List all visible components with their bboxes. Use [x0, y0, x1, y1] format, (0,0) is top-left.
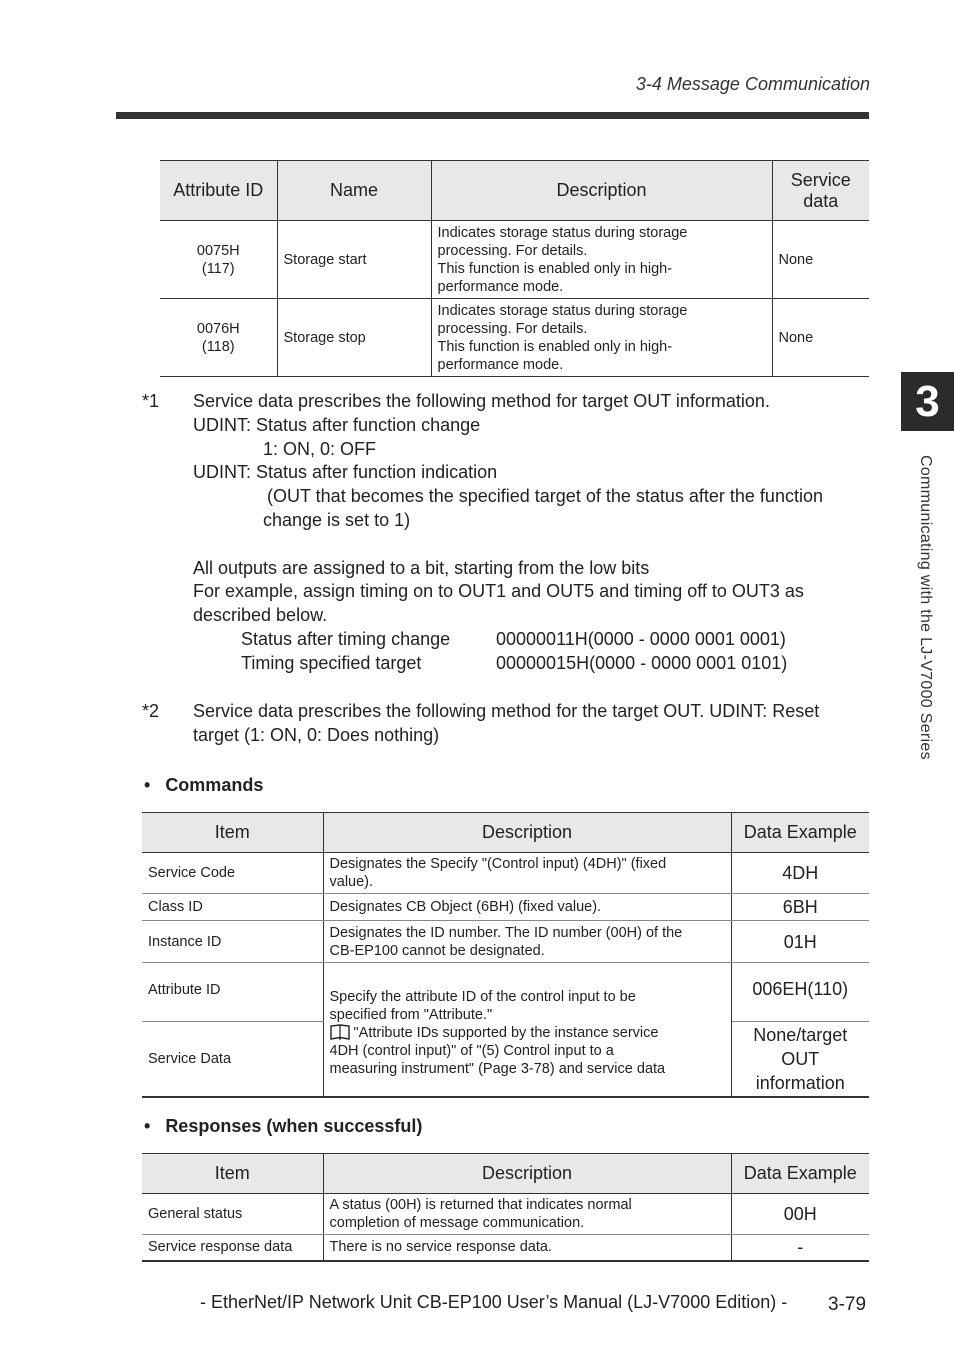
table-row: [160, 299, 869, 377]
responses-table: [142, 1153, 869, 1262]
table-row: Attribute ID Specify the attribute ID of the control input to be specified from "Attribute." "Attribute IDs supported by the instance service 4DH (control input)" of "(5) Control input to a measuring instrument" (Page 3-78) and service data 006EH(110): [142, 963, 869, 1022]
attribute-id-cell: 0075H (117): [160, 221, 277, 299]
service-data-cell: None: [772, 299, 869, 377]
merged-description-cell: Specify the attribute ID of the control input to be specified from "Attribute." "Attribute IDs supported by the instance service 4DH (control input)" of "(5) Control input to a measuring instrument" (Page 3-78) and service data: [323, 963, 731, 1097]
footnote-mark: *2: [142, 701, 160, 721]
chapter-tab: 3: [901, 372, 954, 431]
section-title: 3-4 Message Communication: [635, 74, 870, 94]
col-header-name: Name: [277, 161, 431, 221]
col-header-data-example: Data Example: [731, 813, 869, 853]
table-row: Service Data None/target OUT information: [142, 1022, 869, 1097]
table-row: Service response data There is no service response data. -: [142, 1235, 869, 1261]
col-header-attribute-id: Attribute ID: [160, 161, 277, 221]
col-header-item: Item: [142, 813, 323, 853]
footnote-1: Service data prescribes the following method for target OUT information. UDINT: Status after function change 1: ON, 0: OFF UDINT: Status after function indication (OUT that becomes the specified target of the status after the function change is set to 1) All outputs are assigned to a bit, starting from the low bits For example, assign timing on to OUT1 and OUT5 and timing off to OUT3 as described below. Status after timing change 00000011H(0000 - 0000 0001 0001) Timing specified target 00000015H(0000 - 0000 0001 0101): [193, 390, 873, 676]
col-header-description: Description: [323, 813, 731, 853]
page-number: 3-79: [828, 1294, 867, 1315]
header-rule: [116, 112, 869, 119]
name-cell: Storage stop: [277, 299, 431, 377]
table-row: General status A status (00H) is returned that indicates normal completion of message communication. 00H: [142, 1194, 869, 1235]
col-header-service-data: Service data: [772, 161, 869, 221]
chapter-side-label: Communicating with the LJ-V7000 Series: [917, 455, 934, 760]
col-header-description: Description: [431, 161, 772, 221]
attribute-table: [160, 160, 869, 377]
commands-heading: • Commands: [144, 775, 264, 795]
description-cell: Indicates storage status during storage processing. For details. This function is enabled only in high- performance mode.: [431, 299, 772, 377]
table-row: Instance ID Designates the ID number. The ID number (00H) of the CB-EP100 cannot be designated. 01H: [142, 921, 869, 963]
table-row: [160, 221, 869, 299]
col-header-data-example: Data Example: [731, 1154, 869, 1194]
footnote-2: Service data prescribes the following method for the target OUT. UDINT: Reset target (1: ON, 0: Does nothing): [193, 701, 820, 745]
service-data-cell: None: [772, 221, 869, 299]
footnote-mark: *1: [142, 391, 160, 411]
table-row: Service Code Designates the Specify "(Control input) (4DH)" (fixed value). 4DH: [142, 853, 869, 894]
attribute-id-cell: 0076H (118): [160, 299, 277, 377]
table-row: Class ID Designates CB Object (6BH) (fixed value). 6BH: [142, 894, 869, 921]
footer-manual-title: - EtherNet/IP Network Unit CB-EP100 User’s Manual (LJ-V7000 Edition) -: [200, 1292, 788, 1312]
description-cell: Indicates storage status during storage processing. For details. This function is enabled only in high- performance mode.: [431, 221, 772, 299]
col-header-description: Description: [323, 1154, 731, 1194]
timing-example-1: Status after timing change 00000011H(0000 - 0000 0001 0001): [241, 628, 786, 649]
timing-example-2: Timing specified target 00000015H(0000 - 0000 0001 0101): [241, 652, 788, 673]
commands-table: [142, 812, 869, 1098]
responses-heading: • Responses (when successful): [144, 1116, 423, 1136]
book-reference-icon: [330, 1024, 350, 1040]
col-header-item: Item: [142, 1154, 323, 1194]
name-cell: Storage start: [277, 221, 431, 299]
